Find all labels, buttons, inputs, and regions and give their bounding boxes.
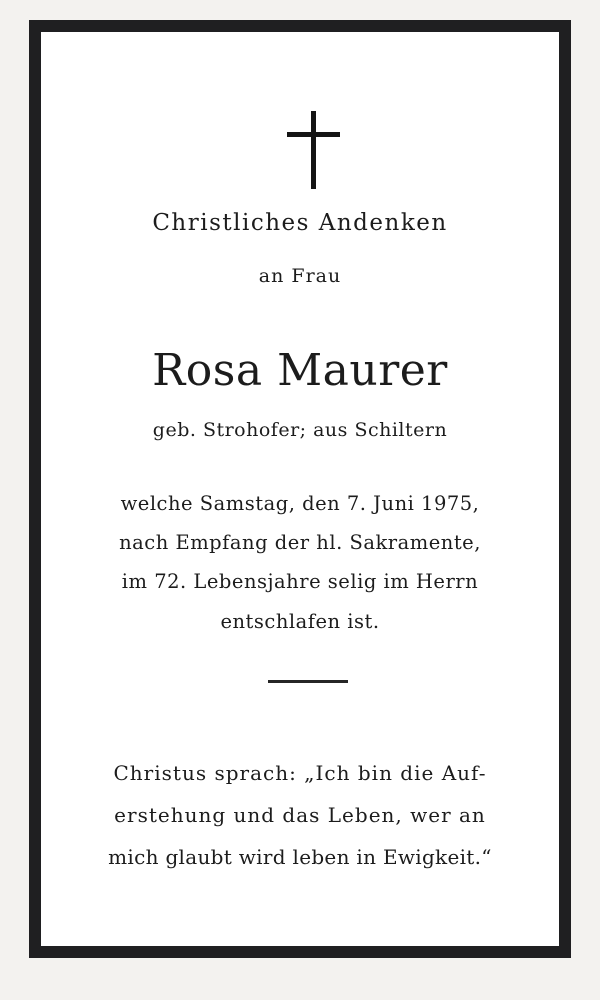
text-line: nach Empfang der hl. Sakramente, [119,531,481,554]
quote-line: mich glaubt wird leben in Ewigkeit.“ [108,845,492,869]
text-line: im 72. Lebensjahre selig im Herrn [121,570,479,593]
quote-line: erstehung und das Leben, wer an [114,803,486,827]
text-line: welche Samstag, den 7. Juni 1975, [120,492,480,515]
cross-icon [287,111,343,191]
heading: Christliches Andenken [152,210,448,236]
origin-line: geb. Strohofer; aus Schiltern [152,419,448,441]
quote-line: Christus sprach: „Ich bin die Auf- [113,761,487,785]
memorial-card [29,20,571,958]
cross-vertical-bar [311,111,316,189]
text-line: entschlafen ist. [220,610,380,633]
divider [268,680,348,683]
deceased-name: Rosa Maurer [152,345,448,396]
subheading: an Frau [258,265,342,287]
card-inner [41,32,559,946]
cross-horizontal-bar [287,132,340,137]
